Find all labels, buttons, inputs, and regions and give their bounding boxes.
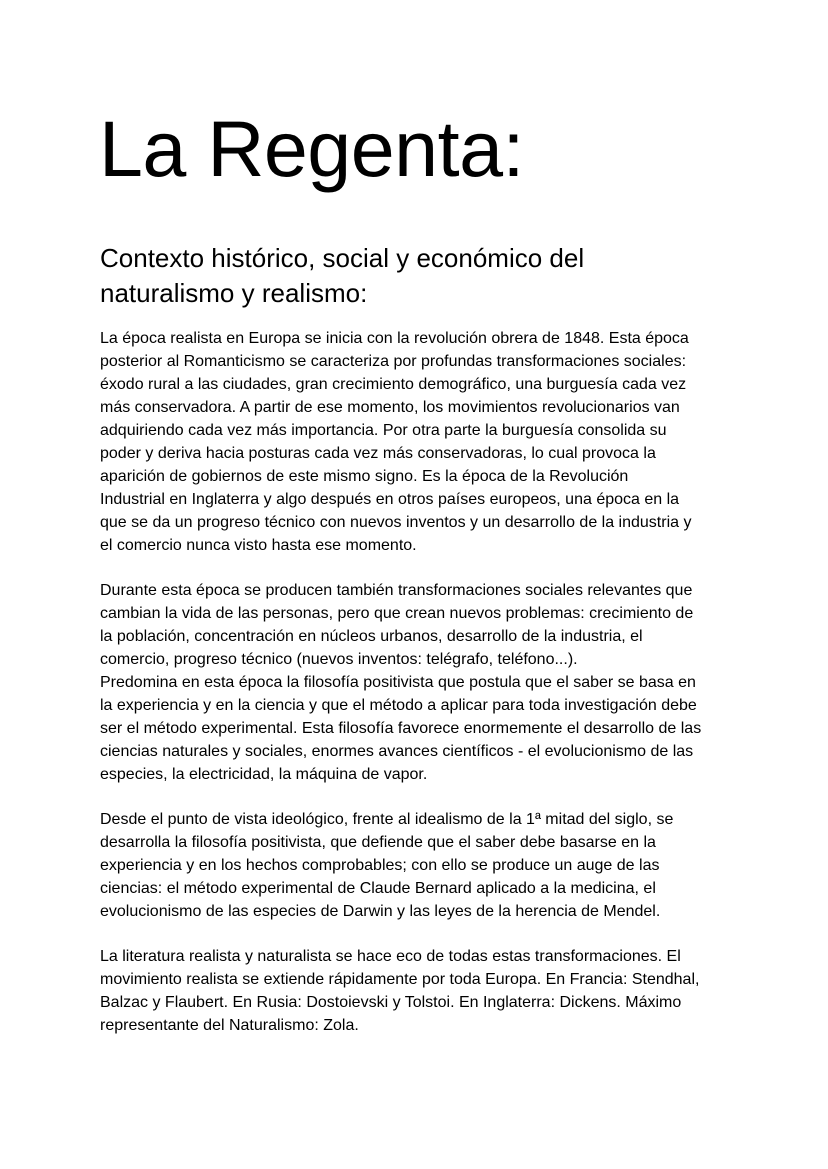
text-line: éxodo rural a las ciudades, gran crecimiento demográfico, una burguesía cada vez xyxy=(100,376,687,393)
section-heading xyxy=(100,241,740,311)
text-line: el comercio nunca visto hasta ese momento. xyxy=(100,537,417,554)
text-line: comercio, progreso técnico (nuevos inventos: telégrafo, teléfono...). xyxy=(100,651,578,668)
text-line: Desde el punto de vista ideológico, frente al idealismo de la 1ª mitad del siglo, se xyxy=(100,811,674,828)
text-line: la experiencia y en la ciencia y que el método a aplicar para toda investigación debe xyxy=(100,697,697,714)
paragraph-historical-context xyxy=(100,327,760,557)
text-line: Durante esta época se producen también transformaciones sociales relevantes que xyxy=(100,582,693,599)
text-line: Industrial en Inglaterra y algo después en otros países europeos, una época en la xyxy=(100,491,680,508)
paragraph-ideology xyxy=(100,808,760,923)
section-heading-line: naturalismo y realismo: xyxy=(100,278,368,308)
text-line: adquiriendo cada vez más importancia. Por otra parte la burguesía consolida su xyxy=(100,422,667,439)
text-line: evolucionismo de las especies de Darwin y las leyes de la herencia de Mendel. xyxy=(100,903,661,920)
text-line: experiencia y en los hechos comprobables; con ello se produce un auge de las xyxy=(100,857,660,874)
text-line: aparición de gobiernos de este mismo signo. Es la época de la Revolución xyxy=(100,468,629,485)
text-line: ciencias: el método experimental de Claude Bernard aplicado a la medicina, el xyxy=(100,880,656,897)
text-line: ciencias naturales y sociales, enormes avances científicos - el evolucionismo de las xyxy=(100,743,694,760)
section-heading-line: Contexto histórico, social y económico del xyxy=(100,243,585,273)
text-line: ser el método experimental. Esta filosofía favorece enormemente el desarrollo de las xyxy=(100,720,702,737)
paragraph-social-changes xyxy=(100,579,760,786)
text-line: desarrolla la filosofía positivista, que defiende que el saber debe basarse en la xyxy=(100,834,656,851)
text-line: poder y deriva hacia posturas cada vez más conservadoras, lo cual provoca la xyxy=(100,445,656,462)
document-title: La Regenta: xyxy=(99,104,524,193)
text-line: cambian la vida de las personas, pero que crean nuevos problemas: crecimiento de xyxy=(100,605,694,622)
text-line: posterior al Romanticismo se caracteriza por profundas transformaciones sociales: xyxy=(100,353,687,370)
text-line: más conservadora. A partir de ese momento, los movimientos revolucionarios van xyxy=(100,399,680,416)
text-line: La época realista en Europa se inicia con la revolución obrera de 1848. Esta época xyxy=(100,330,689,347)
text-line: representante del Naturalismo: Zola. xyxy=(100,1017,359,1034)
text-line: que se da un progreso técnico con nuevos inventos y un desarrollo de la industria y xyxy=(100,514,692,531)
text-line: la población, concentración en núcleos urbanos, desarrollo de la industria, el xyxy=(100,628,643,645)
text-line: especies, la electricidad, la máquina de vapor. xyxy=(100,766,428,783)
text-line: Balzac y Flaubert. En Rusia: Dostoievski y Tolstoi. En Inglaterra: Dickens. Máximo xyxy=(100,994,682,1011)
text-line: movimiento realista se extiende rápidamente por toda Europa. En Francia: Stendhal, xyxy=(100,971,700,988)
text-line: La literatura realista y naturalista se hace eco de todas estas transformaciones. El xyxy=(100,948,681,965)
paragraph-literature xyxy=(100,945,760,1037)
text-line: Predomina en esta época la filosofía positivista que postula que el saber se basa en xyxy=(100,674,696,691)
